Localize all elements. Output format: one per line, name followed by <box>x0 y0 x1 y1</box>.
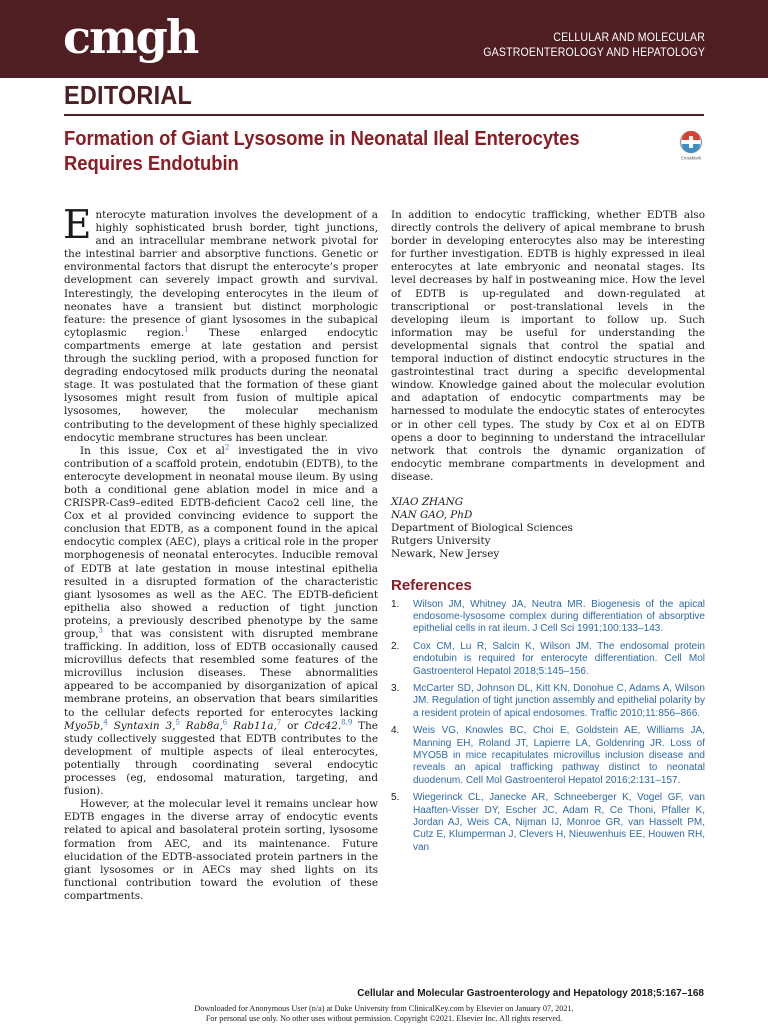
reference-number: 5. <box>391 792 400 804</box>
paragraph-2-text-c: that was consistent with disrupted membrane trafficking. In addition, loss of EDTB occasionally caused microvillus defects that resembled some features of the microvillus inclusion diseases. These abnormalities appeared to be accompanied by disorganization of apical membrane proteins, an observation that bears similarities to the cellular defects reported for enterocytes lacking <box>64 628 378 719</box>
reference-item[interactable] <box>391 725 705 787</box>
citation-link[interactable]: 3 <box>98 626 103 635</box>
references-list <box>391 599 705 855</box>
paragraph-3: However, at the molecular level it remains unclear how EDTB engages in the diverse array of endocytic events related to apical and basolateral protein sorting, lysosome formation from AEC, and its maintenance. Future elucidation of the EDTB-associated protein partners in the giant lysosomes or in AECs may shed lights on its functional contribution toward the evolution of these compartments. <box>64 798 378 902</box>
citation-link[interactable]: 5 <box>175 718 180 727</box>
paragraph-2-text-d: The study collectively suggested that EDTB contributes to the development of multiple aspects of ileal enterocytes, potentially through coordinating several endocytic processes (eg, endosomal maturation, targeting, and fusion). <box>64 719 378 798</box>
citation-link[interactable]: 7 <box>276 718 282 727</box>
references-heading: References <box>391 577 472 595</box>
reference-text[interactable]: Wiegerinck CL, Janecke AR, Schneeberger K, Vogel GF, van Haaften-Visser DY, Escher JC, Adam R, Ce Thoni, Pfaller K, Jordan AJ, Weis CA, Nijman IJ, Monroe GR, van Hasselt PM, Cutz E, Klumperman J, Clevers H, Nieuwenhuis EE, Houwen RH, van <box>413 792 705 853</box>
reference-text[interactable]: Wilson JM, Whitney JA, Neutra MR. Biogenesis of the apical endosome-lysosome complex during differentiation of absorptive epithelial cells in rat ileum. J Cell Sci 1991;100:133–143. <box>413 598 705 635</box>
download-notice <box>0 1004 768 1023</box>
reference-text[interactable]: Cox CM, Lu R, Salcin K, Wilson JM. The endosomal protein endotubin is required for enterocyte differentiation. Cell Mol Gastroenterol Hepatol 2018;5:145–156. <box>413 640 705 677</box>
left-column <box>63 203 378 903</box>
download-line: Downloaded for Anonymous User (n/a) at Duke University from ClinicalKey.com by Elsevier on January 07, 2021. <box>194 1004 574 1013</box>
right-column <box>391 209 705 859</box>
reference-number: 4. <box>391 725 400 737</box>
drop-cap: E <box>63 203 92 248</box>
reference-number: 2. <box>391 640 400 652</box>
affiliation-line: Newark, New Jersey <box>391 548 500 561</box>
gene-name: Cdc42. <box>304 719 342 732</box>
reference-number: 1. <box>391 598 400 610</box>
citation-link[interactable]: 8,9 <box>341 718 353 727</box>
section-divider <box>64 114 704 116</box>
gene-name: Syntaxin 3, <box>113 719 176 732</box>
reference-text[interactable]: McCarter SD, Johnson DL, Kitt KN, Donohue C, Adams A, Wilson JM. Regulation of tight junction assembly and epithelial polarity by a resident protein of apical endosomes. Traffic 2010;11:856–866. <box>413 682 705 719</box>
citation-link[interactable]: 6 <box>222 718 228 727</box>
author-name: NAN GAO, PhD <box>391 509 473 522</box>
reference-item[interactable] <box>391 641 705 678</box>
paragraph-4: In addition to endocytic trafficking, whether EDTB also directly controls the delivery of apical membrane to brush border in developing enterocytes also may be interesting for further investigation. EDTB is highly expressed in ileal enterocytes at late embryonic and neonatal stages. Its level decreases by half in postweaning mice. How the level of EDTB is up-regulated and down-regulated at transcriptional or post-translational levels in the developing ileum is important to follow up. Such information may be useful for understanding the developmental signals that control the spatial and temporal induction of distinct endocytic structures in the gastrointestinal tract during a specific developmental window. Knowledge gained about the molecular evolution and adaptation of endocytic compartments may be harnessed to modulate the endocytic states of enterocytes or in other cell types. The study by Cox et al on EDTB opens a door to beginning to understand the intracellular network that controls the dynamic organization of endocytic membrane compartments in development and disease. <box>391 209 705 483</box>
paragraph-2-text-a: In this issue, Cox et al <box>80 444 225 457</box>
journal-name-line1: CELLULAR AND MOLECULAR <box>553 30 705 44</box>
journal-logo[interactable]: cmgh <box>63 10 198 64</box>
gene-name: Rab11a, <box>233 719 277 732</box>
citation-link[interactable]: 4 <box>103 718 108 727</box>
footer-citation: Cellular and Molecular Gastroenterology and Hepatology 2018;5:167–168 <box>357 988 704 999</box>
gene-name: Rab8a, <box>185 719 223 732</box>
reference-number: 3. <box>391 682 400 694</box>
paragraph-2-text-b: investigated the in vivo contribution of a scaffold protein, endotubin (EDTB), to the enterocyte development in neonatal mouse ileum. By using both a conditional gene ablation model in mice and a CRISPR-Cas9–edited EDTB-deficient Caco2 cell line, the Cox et al provided convincing evidence to support the conclusion that EDTB, as a component found in the apical endocytic complex (AEC), plays a critical role in the proper morphogenesis of neonatal enterocytes. Inducible removal of EDTB at late gestation in mouse intestinal epithelia resulted in a disrupted formation of the characteristic giant lysosomes as well as the AEC. The EDTB-deficient epithelia also showed a reduction of tight junction proteins, a previously described phenotype by the same group, <box>64 444 378 640</box>
reference-item[interactable] <box>391 792 705 854</box>
paragraph-2-text-or: or <box>281 719 305 732</box>
paragraph-1 <box>63 203 378 445</box>
affiliation-line: Rutgers University <box>391 535 491 548</box>
crossmark-icon[interactable] <box>679 131 703 161</box>
author-signature <box>391 496 705 561</box>
paragraph-2 <box>64 445 378 799</box>
paragraph-1-text-b: These enlarged endocytic compartments emerge at late gestation and persist through the suckling period, with a proposed function for degrading endocytosed milk products during the neonatal stage. It was postulated that the formation of these giant lysosomes might result from fusion of multiple apical lysosomes, however, the molecular mechanism contributing to the development of these highly specialized endocytic membrane structures has been unclear. <box>64 326 378 444</box>
crossmark-label: CrossMark <box>680 155 702 161</box>
copyright-line: For personal use only. No other uses without permission. Copyright ©2021. Elsevier Inc. All rights reserved. <box>205 1013 563 1023</box>
article-title: Formation of Giant Lysosome in Neonatal Ileal Enterocytes Requires Endotubin <box>64 128 580 175</box>
reference-text[interactable]: Weis VG, Knowles BC, Choi E, Goldstein AE, Williams JA, Manning EH, Roland JT, Lapierre LA, Goldenring JR. Loss of MYO5B in mice recapitulates microvillus inclusion disease and reveals an apical trafficking pathway distinct to neonatal duodenum. Cell Mol Gastroenterol Hepatol 2016;2:131–157. <box>413 725 705 786</box>
citation-link[interactable]: 1 <box>184 325 189 334</box>
reference-item[interactable] <box>391 683 705 720</box>
section-label: EDITORIAL <box>64 80 193 110</box>
gene-name: Myo5b, <box>64 719 104 732</box>
journal-name <box>483 30 705 60</box>
reference-item[interactable] <box>391 599 705 636</box>
citation-link[interactable]: 2 <box>224 443 230 452</box>
author-name: XIAO ZHANG <box>391 495 464 508</box>
journal-name-line2: GASTROENTEROLOGY AND HEPATOLOGY <box>483 45 705 59</box>
paragraph-1-text-a: nterocyte maturation involves the development of a highly sophisticated brush border, tight junctions, and an intracellular membrane network pivotal for the intestinal barrier and absorptive functions. Genetic or environmental factors that disrupt the enterocyte’s proper development can severely impact growth and survival. Interestingly, the developing enterocytes in the ileum of neonates have a transient but distinct morphologic feature: the presence of giant lysosomes in the subapical cytoplasmic region. <box>64 209 378 339</box>
affiliation-line: Department of Biological Sciences <box>391 522 573 535</box>
